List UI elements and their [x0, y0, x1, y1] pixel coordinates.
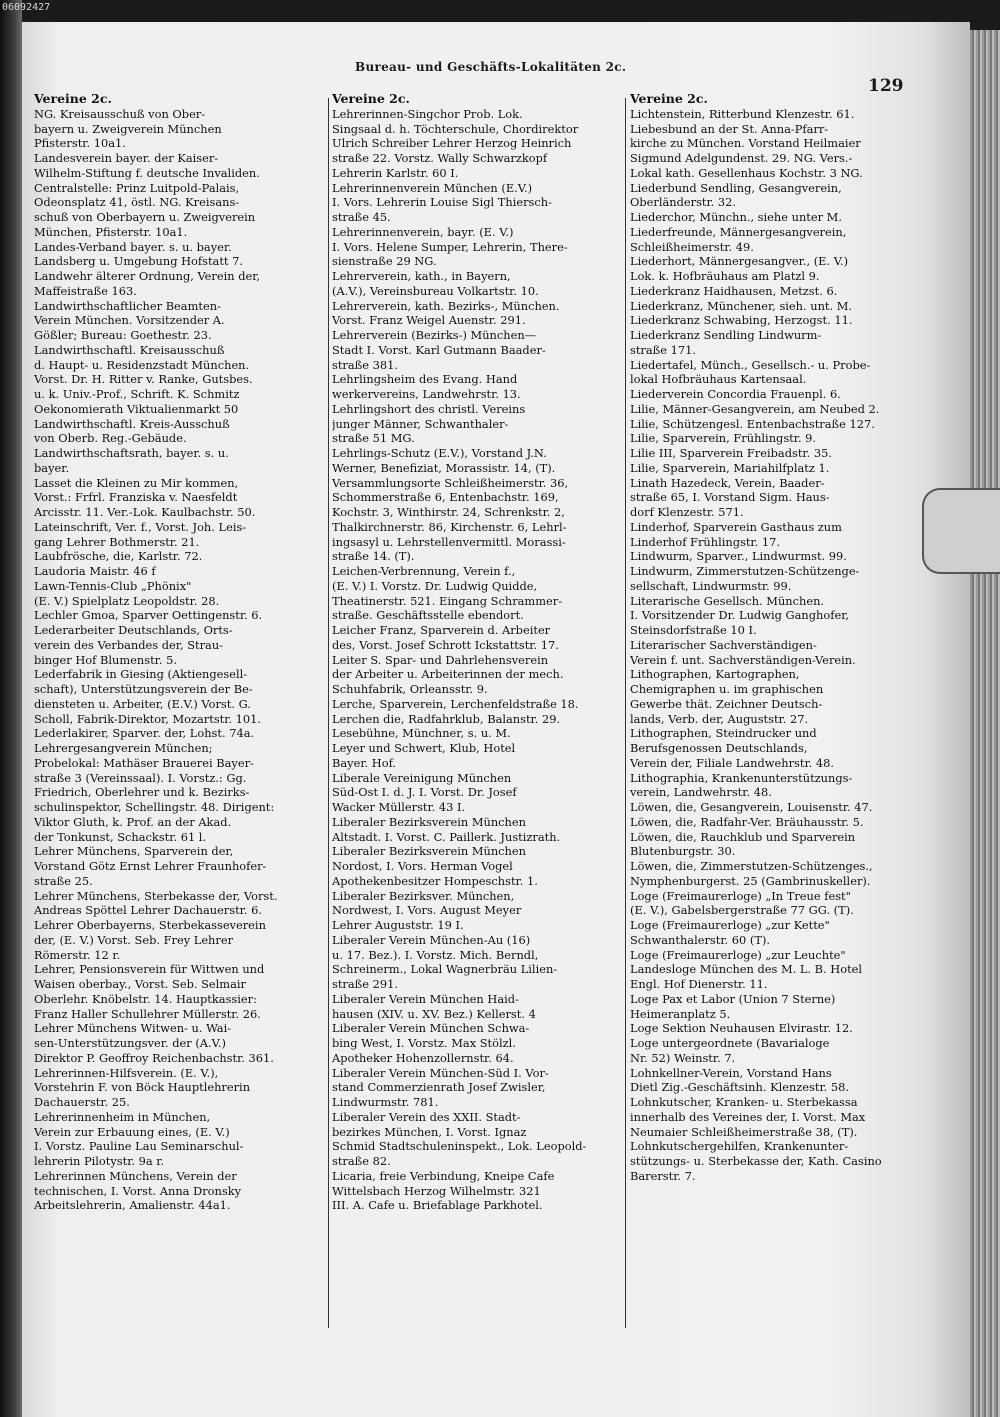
entry-line: Nordwest, I. Vors. August Meyer: [332, 903, 522, 918]
entry-line: sellschaft, Lindwurmstr. 99.: [630, 578, 792, 593]
entry-line: Schommerstraße 6, Entenbachstr. 169,: [332, 490, 559, 505]
entry-line: Lilie, Sparverein, Mariahilfplatz 1.: [630, 460, 830, 475]
entry-line: Löwen, die, Gesangverein, Louisenstr. 47.: [630, 800, 873, 814]
entry-line: Landwirthschaftlicher Beamten-: [34, 298, 221, 313]
entry-line: schulinspektor, Schellingstr. 48. Dirigent:: [34, 800, 275, 814]
entry-line: Oberländerstr. 32.: [630, 195, 737, 210]
entry-line: Lehrergesangverein München;: [34, 741, 213, 755]
entry-line: Loge Pax et Labor (Union 7 Sterne): [630, 991, 836, 1006]
entry-line: Lehrerin Karlstr. 60 I.: [332, 165, 459, 180]
entry-line: Engl. Hof Dienerstr. 11.: [630, 977, 768, 991]
entry-line: kirche zu München. Vorstand Heilmaier: [630, 136, 861, 151]
entry-line: Linderhof Frühlingstr. 17.: [630, 534, 780, 549]
entry-line: straße 82.: [332, 1154, 391, 1168]
entry-line: Liberaler Verein München-Süd I. Vor-: [332, 1065, 549, 1080]
entry-line: dorf Klenzestr. 571.: [630, 505, 744, 519]
entry-line: Loge untergeordnete (Bavarialoge: [630, 1036, 830, 1050]
entry-line: Vorstehrin F. von Böck Hauptlehrerin: [34, 1080, 251, 1095]
entry-line: straße 3 (Vereinssaal). I. Vorstz.: Gg.: [34, 770, 247, 785]
entry-line: Liederkranz Schwabing, Herzogst. 11.: [630, 313, 853, 328]
entry-line: Lehrerinnenverein München (E.V.): [332, 180, 533, 195]
entry-line: straße 22. Vorstz. Wally Schwarzkopf: [332, 151, 548, 165]
entry-line: Leicher Franz, Sparverein d. Arbeiter: [332, 623, 551, 637]
entry-line: Direktor P. Geoffroy Reichenbachstr. 361.: [34, 1050, 274, 1065]
entry-line: Loge (Freimaurerloge) „In Treue fest": [630, 888, 851, 903]
entry-line: sen-Unterstützungsver. der (A.V.): [34, 1036, 226, 1050]
entry-line: von Oberb. Reg.-Gebäude.: [34, 431, 187, 446]
entry-line: Liederkranz Sendling Lindwurm-: [630, 328, 822, 342]
entry-line: Dietl Zig.-Geschäftsinh. Klenzestr. 58.: [630, 1080, 850, 1095]
entry-line: Vorstand Götz Ernst Lehrer Fraunhofer-: [34, 859, 267, 873]
entry-line: Lehrerinnen-Singchor Prob. Lok.: [332, 106, 523, 121]
entry-line: Steinsdorfstraße 10 I.: [630, 623, 757, 637]
entry-line: (E. V.), Gabelsbergerstraße 77 GG. (T).: [630, 903, 854, 918]
entry-line: innerhalb des Vereines der, I. Vorst. Max: [630, 1109, 866, 1124]
entry-line: Vorst. Dr. H. Ritter v. Ranke, Gutsbes.: [34, 372, 253, 387]
entry-line: Löwen, die, Rauchklub und Sparverein: [630, 829, 856, 844]
entry-line: Lehrlingshort des christl. Vereins: [332, 401, 526, 416]
entry-line: Süd-Ost I. d. J. I. Vorst. Dr. Josef: [332, 785, 517, 800]
column-heading: Vereine 2c.: [332, 92, 410, 106]
entry-line: Maffeistraße 163.: [34, 283, 137, 298]
entry-line: Römerstr. 12 r.: [34, 947, 121, 962]
entry-line: Liederchor, Münchn., siehe unter M.: [630, 210, 842, 224]
entry-line: I. Vorsitzender Dr. Ludwig Ganghofer,: [630, 608, 850, 623]
entry-line: Liberaler Verein des XXII. Stadt-: [332, 1109, 521, 1124]
entry-line: Lateinschrift, Ver. f., Vorst. Joh. Leis-: [34, 519, 247, 534]
entry-line: Landesloge München des M. L. B. Hotel: [630, 962, 863, 977]
entry-line: Oekonomierath Viktualienmarkt 50: [34, 401, 239, 416]
entry-line: des, Vorst. Josef Schrott Ickstattstr. 17.: [332, 637, 559, 652]
entry-line: lokal Hofbräuhaus Kartensaal.: [630, 372, 807, 387]
entry-line: NG. Kreisausschuß von Ober-: [34, 106, 206, 121]
entry-line: Nr. 52) Weinstr. 7.: [630, 1050, 736, 1065]
entry-line: Landwirthschaftl. Kreisausschuß: [34, 342, 225, 357]
entry-line: Literarischer Sachverständigen-: [630, 637, 817, 652]
entry-line: Lehrer Münchens, Sterbekasse der, Vorst.: [34, 888, 278, 903]
entry-line: verein, Landwehrstr. 48.: [630, 785, 772, 800]
entry-line: Lehrer Münchens, Sparverein der,: [34, 844, 234, 859]
scan-stub-number: 06092427: [2, 2, 51, 13]
entry-line: stützungs- u. Sterbekasse der, Kath. Casino: [630, 1154, 882, 1168]
entry-line: Werner, Benefiziat, Morassistr. 14, (T).: [332, 460, 556, 475]
entry-line: Liederbund Sendling, Gesangverein,: [630, 180, 842, 195]
entry-line: Lehrer Auguststr. 19 I.: [332, 918, 464, 932]
entry-line: I. Vors. Lehrerin Louise Sigl Thiersch-: [332, 195, 552, 210]
entry-line: Lindwurmstr. 781.: [332, 1095, 439, 1109]
entry-line: Sigmund Adelgundenst. 29. NG. Vers.-: [630, 151, 853, 165]
entry-line: lehrerin Pilotystr. 9a r.: [34, 1154, 165, 1168]
entry-line: Landwirthschaftsrath, bayer. s. u.: [34, 446, 229, 460]
entry-line: werkervereins, Landwehrstr. 13.: [332, 387, 521, 401]
entry-line: Schmid Stadtschuleninspekt., Lok. Leopold-: [332, 1139, 587, 1154]
entry-line: Franz Haller Schullehrer Müllerstr. 26.: [34, 1006, 261, 1021]
entry-line: Lithographen, Steindrucker und: [630, 726, 817, 741]
column-heading: Vereine 2c.: [630, 92, 708, 106]
entry-line: Landsberg u. Umgebung Hofstatt 7.: [34, 254, 243, 269]
entry-line: Leichen-Verbrennung, Verein f.,: [332, 564, 516, 578]
entry-line: Lehrlingsheim des Evang. Hand: [332, 372, 518, 387]
entry-line: Nordost, I. Vors. Herman Vogel: [332, 859, 513, 873]
entry-line: Wacker Müllerstr. 43 I.: [332, 800, 466, 814]
entry-line: Landes-Verband bayer. s. u. bayer.: [34, 239, 232, 254]
entry-line: Verein f. unt. Sachverständigen-Verein.: [630, 652, 856, 667]
entry-line: schuß von Oberbayern u. Zweigverein: [34, 210, 256, 224]
entry-line: Lohnkutschergehilfen, Krankenunter-: [630, 1139, 849, 1154]
entry-line: III. A. Cafe u. Briefablage Parkhotel.: [332, 1198, 543, 1213]
entry-line: Lehrerinnenheim in München,: [34, 1109, 211, 1124]
entry-line: der, (E. V.) Vorst. Seb. Frey Lehrer: [34, 932, 234, 947]
entry-line: Verein der, Filiale Landwehrstr. 48.: [630, 755, 835, 770]
entry-line: hausen (XIV. u. XV. Bez.) Kellerst. 4: [332, 1006, 536, 1021]
entry-line: Centralstelle: Prinz Luitpold-Palais,: [34, 180, 240, 195]
entry-line: bing West, I. Vorstz. Max Stölzl.: [332, 1036, 516, 1050]
entry-line: Apothekenbesitzer Hompeschstr. 1.: [332, 873, 538, 888]
entry-line: Gewerbe thät. Zeichner Deutsch-: [630, 696, 823, 711]
entry-line: Vorst.: Frfrl. Franziska v. Naesfeldt: [34, 490, 238, 505]
entry-line: verein des Verbandes der, Strau-: [34, 637, 224, 652]
entry-line: straße 291.: [332, 977, 398, 991]
entry-line: der Arbeiter u. Arbeiterinnen der mech.: [332, 667, 564, 682]
entry-line: Liederverein Concordia Frauenpl. 6.: [630, 387, 841, 401]
entry-line: Lok. k. Hofbräuhaus am Platzl 9.: [630, 269, 820, 283]
entry-line: Versammlungsorte Schleißheimerstr. 36,: [332, 475, 569, 490]
entry-line: d. Haupt- u. Residenzstadt München.: [34, 357, 250, 372]
column-right: [630, 92, 920, 1184]
entry-line: Lerchen die, Radfahrklub, Balanstr. 29.: [332, 711, 561, 726]
entry-line: Liederfreunde, Männergesangverein,: [630, 224, 847, 239]
entry-line: Liberaler Bezirksverein München: [332, 844, 526, 859]
entry-line: Lehrerverein, kath., in Bayern,: [332, 269, 511, 283]
entry-line: Heimeranplatz 5.: [630, 1006, 731, 1021]
column-rule: [328, 98, 329, 1328]
entry-line: technischen, I. Vorst. Anna Dronsky: [34, 1183, 242, 1198]
entry-line: Viktor Gluth, k. Prof. an der Akad.: [34, 814, 232, 829]
entry-line: Lerche, Sparverein, Lerchenfeldstraße 18.: [332, 696, 579, 711]
entry-line: Chemigraphen u. im graphischen: [630, 682, 824, 696]
entry-line: Verein zur Erbauung eines, (E. V.): [34, 1124, 230, 1139]
entry-line: Landwirthschaftl. Kreis-Ausschuß: [34, 416, 230, 431]
entry-line: straße 45.: [332, 210, 391, 224]
entry-line: Berufsgenossen Deutschlands,: [630, 741, 808, 755]
entry-line: Licaria, freie Verbindung, Kneipe Cafe: [332, 1168, 555, 1183]
entry-line: (A.V.), Vereinsbureau Volkartstr. 10.: [332, 283, 539, 298]
entry-line: I. Vors. Helene Sumper, Lehrerin, There-: [332, 239, 568, 254]
entry-line: Probelokal: Mathäser Brauerei Bayer-: [34, 755, 254, 770]
entry-line: Leyer und Schwert, Klub, Hotel: [332, 741, 516, 755]
entry-line: Lehrer Oberbayerns, Sterbekasseverein: [34, 918, 266, 932]
entry-line: Laubfrösche, die, Karlstr. 72.: [34, 549, 203, 564]
entry-line: I. Vorstz. Pauline Lau Seminarschul-: [34, 1139, 244, 1154]
entry-line: Lehrer Münchens Witwen- u. Wai-: [34, 1021, 232, 1036]
entry-line: schaft), Unterstützungsverein der Be-: [34, 682, 253, 696]
entry-line: Schreinerm., Lokal Wagnerbräu Lilien-: [332, 962, 558, 977]
entry-line: Pfisterstr. 10a1.: [34, 136, 126, 151]
running-header: Bureau- und Geschäfts-Lokalitäten 2c.: [355, 60, 627, 74]
entry-line: München, Pfisterstr. 10a1.: [34, 224, 188, 239]
entry-line: Wittelsbach Herzog Wilhelmstr. 321: [332, 1183, 541, 1198]
entry-line: Bayer. Hof.: [332, 755, 396, 770]
entry-line: lands, Verb. der, Auguststr. 27.: [630, 711, 809, 726]
entry-line: bayer.: [34, 460, 70, 475]
entry-line: u. k. Univ.-Prof., Schrift. K. Schmitz: [34, 387, 240, 401]
entry-line: Friedrich, Oberlehrer und k. Bezirks-: [34, 785, 250, 800]
entry-line: Literarische Gesellsch. München.: [630, 593, 825, 608]
entry-line: Lokal kath. Gesellenhaus Kochstr. 3 NG.: [630, 165, 863, 180]
entry-line: Linderhof, Sparverein Gasthaus zum: [630, 519, 842, 534]
column-rule: [625, 98, 626, 1328]
entry-line: Kochstr. 3, Winthirstr. 24, Schrenkstr. 2,: [332, 505, 565, 519]
entry-line: junger Männer, Schwanthaler-: [332, 416, 509, 431]
entry-line: Liberaler Verein München Schwa-: [332, 1021, 530, 1036]
entry-line: Lithographen, Kartographen,: [630, 667, 800, 682]
entry-line: bayern u. Zweigverein München: [34, 121, 222, 136]
entry-line: Vorst. Franz Weigel Auenstr. 291.: [332, 313, 526, 328]
entry-line: Odeonsplatz 41, östl. NG. Kreisans-: [34, 195, 240, 210]
column-left: [34, 92, 324, 1213]
entry-line: Lederfabrik in Giesing (Aktiengesell-: [34, 667, 248, 682]
entry-line: Scholl, Fabrik-Direktor, Mozartstr. 101.: [34, 711, 262, 726]
entry-line: Lehrerverein (Bezirks-) München—: [332, 328, 537, 342]
entry-line: Lehrlings-Schutz (E.V.), Vorstand J.N.: [332, 446, 547, 460]
entry-line: stand Commerzienrath Josef Zwisler,: [332, 1080, 546, 1095]
entry-line: Lilie, Männer-Gesangverein, am Neubed 2.: [630, 401, 880, 416]
entry-line: Singsaal d. h. Töchterschule, Chordirektor: [332, 121, 579, 136]
entry-line: Ulrich Schreiber Lehrer Herzog Heinrich: [332, 136, 572, 151]
entry-line: Lehrerverein, kath. Bezirks-, München.: [332, 298, 560, 313]
entry-line: Lasset die Kleinen zu Mir kommen,: [34, 475, 239, 490]
entry-line: Laudoria Maistr. 46 f: [34, 564, 156, 578]
entry-line: Liberaler Bezirksver. München,: [332, 888, 515, 903]
entry-line: Leiter S. Spar- und Dahrlehensverein: [332, 652, 549, 667]
entry-line: Gößler; Bureau: Goethestr. 23.: [34, 328, 212, 342]
entry-line: Liberaler Bezirksverein München: [332, 814, 526, 829]
entry-line: straße 381.: [332, 357, 398, 372]
entry-line: Liederkranz, Münchener, sieh. unt. M.: [630, 298, 853, 313]
entry-line: Lichtenstein, Ritterbund Klenzestr. 61.: [630, 106, 855, 121]
column-heading: Vereine 2c.: [34, 92, 112, 106]
entry-line: straße 65, I. Vorstand Sigm. Haus-: [630, 490, 830, 505]
entry-line: Stadt I. Vorst. Karl Gutmann Baader-: [332, 342, 546, 357]
entry-line: Liberaler Verein München Haid-: [332, 991, 519, 1006]
entry-line: Loge (Freimaurerloge) „zur Kette": [630, 918, 830, 932]
entry-line: Lehrerinnen-Hilfsverein. (E. V.),: [34, 1065, 219, 1080]
entry-line: Landesverein bayer. der Kaiser-: [34, 151, 219, 165]
entry-line: Loge Sektion Neuhausen Elvirastr. 12.: [630, 1021, 853, 1036]
entry-line: Liederhort, Männergesangver., (E. V.): [630, 254, 849, 269]
entry-line: Blutenburgstr. 30.: [630, 844, 736, 859]
entry-line: Lohnkutscher, Kranken- u. Sterbekassa: [630, 1095, 858, 1109]
entry-line: Lilie III, Sparverein Freibadstr. 35.: [630, 446, 832, 460]
entry-line: Schuhfabrik, Orleansstr. 9.: [332, 682, 488, 696]
entry-line: Lohnkellner-Verein, Vorstand Hans: [630, 1065, 832, 1080]
entry-line: Lehrerinnenverein, bayr. (E. V.): [332, 224, 514, 239]
entry-line: Verein München. Vorsitzender A.: [34, 313, 225, 328]
entry-line: Lehrer, Pensionsverein für Wittwen und: [34, 962, 265, 977]
entry-line: Schleißheimerstr. 49.: [630, 239, 754, 254]
entry-line: Landwehr älterer Ordnung, Verein der,: [34, 269, 261, 283]
entry-line: Liberaler Verein München-Au (16): [332, 932, 531, 947]
entry-line: Arbeitslehrerin, Amalienstr. 44a1.: [34, 1198, 231, 1213]
entry-line: straße. Geschäftsstelle ebendort.: [332, 608, 524, 623]
entry-line: Lindwurm, Zimmerstutzen-Schützenge-: [630, 564, 860, 578]
entry-line: diensteten u. Arbeiter, (E.V.) Vorst. G.: [34, 696, 251, 711]
column-middle: [332, 92, 622, 1213]
entry-line: Apotheker Hohenzollernstr. 64.: [332, 1050, 514, 1065]
entry-line: Schwanthalerstr. 60 (T).: [630, 932, 771, 947]
entry-line: ingsasyl u. Lehrstellenvermittl. Morassi-: [332, 534, 566, 549]
entry-line: Thalkirchnerstr. 86, Kirchenstr. 6, Lehrl-: [332, 519, 567, 534]
entry-line: Lesebühne, Münchner, s. u. M.: [332, 726, 511, 741]
entry-line: Löwen, die, Radfahr-Ver. Bräuhausstr. 5.: [630, 814, 864, 829]
entry-line: Lithographia, Krankenunterstützungs-: [630, 770, 853, 785]
entry-line: Lindwurm, Sparver., Lindwurmst. 99.: [630, 549, 847, 564]
entry-line: straße 171.: [630, 342, 696, 357]
entry-line: Barerstr. 7.: [630, 1168, 696, 1183]
entry-line: Lawn-Tennis-Club „Phönix": [34, 578, 192, 593]
thumb-index-tab: [922, 488, 1000, 574]
entry-line: Liederkranz Haidhausen, Metzst. 6.: [630, 283, 838, 298]
entry-line: Loge (Freimaurerloge) „zur Leuchte": [630, 947, 846, 962]
entry-line: Lehrerinnen Münchens, Verein der: [34, 1168, 237, 1183]
entry-line: u. 17. Bez.). I. Vorstz. Mich. Berndl,: [332, 947, 539, 962]
entry-line: Andreas Spöttel Lehrer Dachauerstr. 6.: [34, 903, 262, 918]
entry-line: Lilie, Sparverein, Frühlingstr. 9.: [630, 431, 817, 446]
entry-line: Liebesbund an der St. Anna-Pfarr-: [630, 121, 829, 136]
entry-line: Linath Hazedeck, Verein, Baader-: [630, 475, 825, 490]
entry-line: bezirkes München, I. Vorst. Ignaz: [332, 1124, 527, 1139]
entry-line: sienstraße 29 NG.: [332, 254, 437, 269]
entry-line: Oberlehr. Knöbelstr. 14. Hauptkassier:: [34, 991, 257, 1006]
entry-line: (E. V.) I. Vorstz. Dr. Ludwig Quidde,: [332, 578, 538, 593]
entry-line: Liedertafel, Münch., Gesellsch.- u. Probe-: [630, 357, 871, 372]
entry-line: Lechler Gmoa, Sparver Oettingenstr. 6.: [34, 608, 263, 623]
entry-line: Arcisstr. 11. Ver.-Lok. Kaulbachstr. 50.: [34, 505, 256, 519]
entry-line: binger Hof Blumenstr. 5.: [34, 652, 177, 667]
entry-line: straße 51 MG.: [332, 431, 415, 446]
entry-line: Waisen oberbay., Vorst. Seb. Selmair: [34, 977, 246, 991]
entry-line: Altstadt. I. Vorst. C. Paillerk. Justizrath.: [332, 829, 561, 844]
entry-line: Löwen, die, Zimmerstutzen-Schützenges.,: [630, 859, 873, 873]
entry-line: Lilie, Schützengesl. Entenbachstraße 127.: [630, 416, 875, 431]
entry-line: (E. V.) Spielplatz Leopoldstr. 28.: [34, 593, 220, 608]
entry-line: Wilhelm-Stiftung f. deutsche Invaliden.: [34, 165, 260, 180]
entry-line: der Tonkunst, Schackstr. 61 l.: [34, 829, 207, 844]
entry-line: Neumaier Schleißheimerstraße 38, (T).: [630, 1124, 858, 1139]
entry-line: Dachauerstr. 25.: [34, 1095, 130, 1109]
entry-line: Theatinerstr. 521. Eingang Schrammer-: [332, 593, 563, 608]
entry-line: Lederarbeiter Deutschlands, Orts-: [34, 623, 233, 637]
entry-line: Liberale Vereinigung München: [332, 770, 512, 785]
entry-line: gang Lehrer Bothmerstr. 21.: [34, 534, 200, 549]
entry-line: straße 14. (T).: [332, 549, 415, 564]
entry-line: Lederlakirer, Sparver. der, Lohst. 74a.: [34, 726, 255, 741]
page-number: 129: [868, 76, 904, 96]
entry-line: straße 25.: [34, 873, 93, 888]
previous-page-edge: [0, 0, 22, 1417]
entry-line: Nymphenburgerst. 25 (Gambrinuskeller).: [630, 873, 871, 888]
